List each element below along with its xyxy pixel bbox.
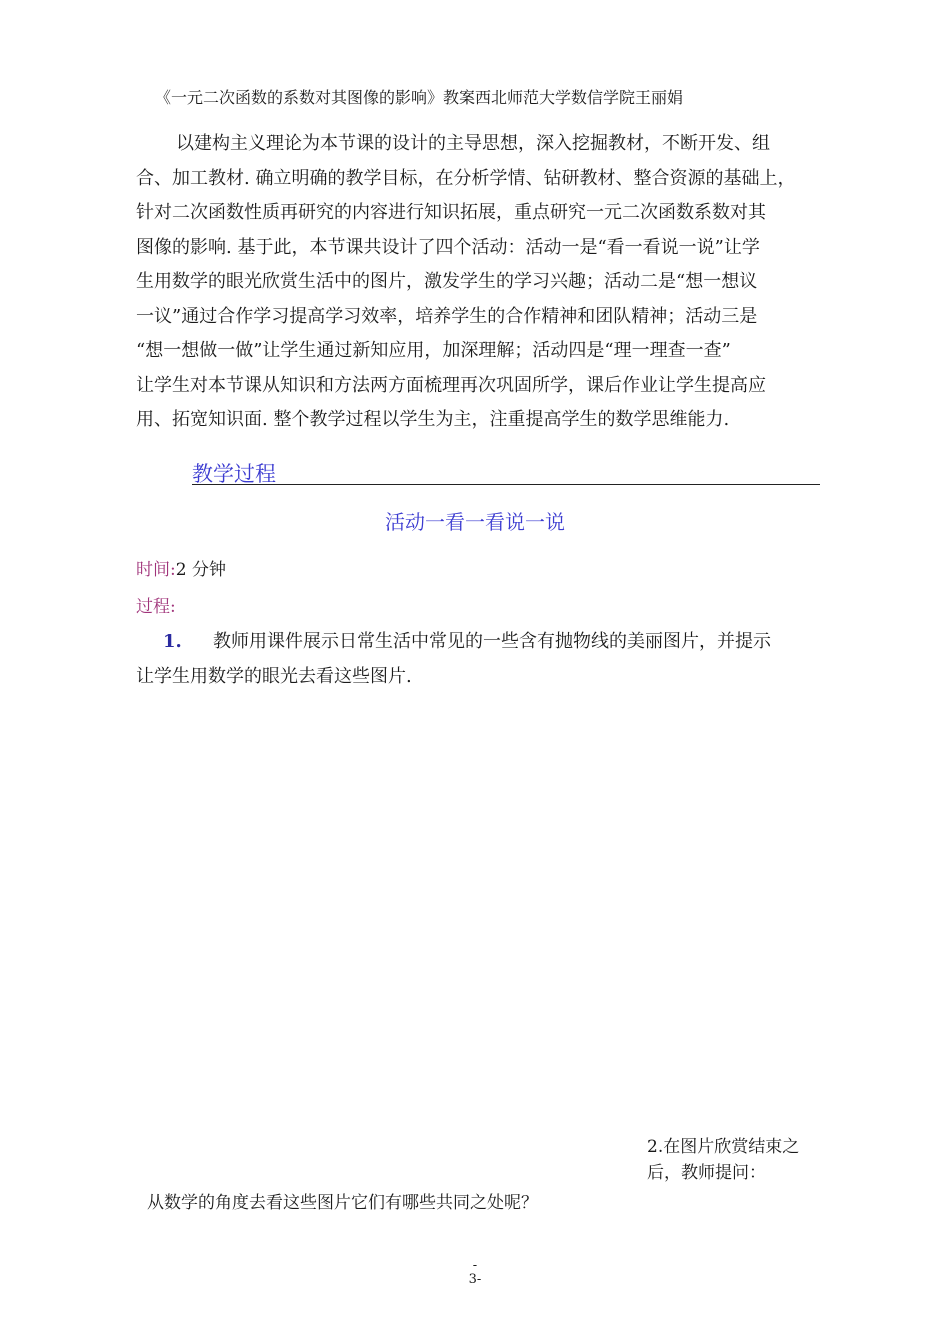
running-header: 《一元二次函数的系数对其图像的影响》教案西北师范大学数信学院王丽娟 bbox=[155, 88, 684, 107]
intro-line: “想一想做一做”让学生通过新知应用，加深理解；活动四是“理一理查一查” bbox=[136, 340, 731, 361]
time-value: 2 分钟 bbox=[175, 560, 226, 580]
step-2-line: 2.在图片欣赏结束之 bbox=[647, 1137, 800, 1157]
step-2-line: 后，教师提问： bbox=[647, 1163, 766, 1183]
page-number: 3- bbox=[468, 1272, 482, 1287]
step-2 bbox=[647, 1134, 827, 1186]
intro-line: 以建构主义理论为本节课的设计的主导思想，深入挖掘教材，不断开发、组 bbox=[176, 133, 770, 154]
step-1-number: 1. bbox=[163, 631, 182, 652]
intro-line: 针对二次函数性质再研究的内容进行知识拓展，重点研究一元二次函数系数对其 bbox=[136, 202, 766, 223]
intro-paragraph bbox=[136, 127, 836, 438]
time-row bbox=[136, 555, 226, 580]
section-divider bbox=[192, 484, 820, 485]
step-1-text-cont: 让学生用数学的眼光去看这些图片. bbox=[136, 665, 412, 687]
activity-title: 活动一看一看说一说 bbox=[385, 510, 565, 534]
intro-line: 用、拓宽知识面. 整个教学过程以学生为主，注重提高学生的数学思维能力. bbox=[136, 409, 730, 430]
intro-line: 图像的影响. 基于此，本节课共设计了四个活动：活动一是“看一看说一说”让学 bbox=[136, 236, 760, 258]
footer-dash: - bbox=[472, 1258, 478, 1273]
intro-line: 让学生对本节课从知识和方法两方面梳理再次巩固所学，课后作业让学生提高应 bbox=[136, 374, 766, 396]
intro-line: 生用数学的眼光欣赏生活中的图片，激发学生的学习兴趣；活动二是“想一想议 bbox=[136, 271, 758, 292]
time-label: 时间: bbox=[136, 560, 176, 580]
step-1-text: 教师用课件展示日常生活中常见的一些含有抛物线的美丽图片，并提示 bbox=[213, 631, 771, 652]
process-row bbox=[136, 592, 176, 617]
intro-line: 一议”通过合作学习提高学习效率，培养学生的合作精神和团队精神；活动三是 bbox=[136, 305, 758, 327]
section-heading: 教学过程 bbox=[192, 462, 276, 486]
teacher-question: 从数学的角度去看这些图片它们有哪些共同之处呢？ bbox=[147, 1193, 538, 1213]
step-1 bbox=[136, 625, 836, 694]
intro-line: 合、加工教材. 确立明确的教学目标，在分析学情、钻研教材、整合资源的基础上， bbox=[136, 167, 796, 189]
process-label: 过程: bbox=[136, 597, 176, 617]
